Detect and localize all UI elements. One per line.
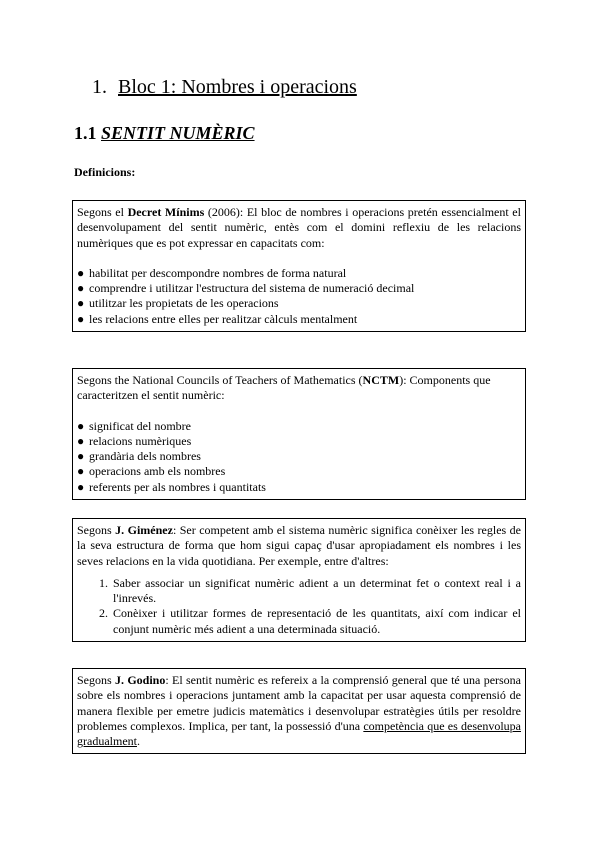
bullet-icon: ● [77, 311, 85, 326]
bullet-icon: ● [77, 449, 85, 464]
definition-paragraph: Segons J. Godino: El sentit numèric es refereix a la comprensió general que té una persona sobre els nombres i operacions juntament amb la capacitat per usar aquesta comprensió de manera flexible per emetre judicis matemàtics i desenvolupar estratègies útils per resoldre problemes complexos. Implica, per tant, la possessió d'una competència que es desenvolupa gradualment. [77, 673, 522, 749]
list-item: ● habilitat per descompondre nombres de forma natural [77, 265, 347, 280]
list-item: ● utilitzar les propietats de les operacions [77, 296, 279, 311]
definition-box-gimenez [72, 518, 526, 642]
definition-box-decret-minims [72, 200, 526, 332]
list-item: ● operacions amb els nombres [77, 464, 226, 479]
subsection-title: SENTIT NUMÈRIC [101, 123, 255, 143]
section-heading [92, 74, 357, 100]
source-name: J. Giménez [115, 523, 173, 537]
section-title: Bloc 1: Nombres i operacions [118, 76, 357, 98]
list-item: ● grandària dels nombres [77, 449, 201, 464]
underlined-phrase: competència que es desenvolupa gradualment [77, 718, 521, 749]
definition-paragraph: Segons the National Councils of Teachers of Mathematics (NCTM): Components que caracteritzen el sentit numèric: [77, 373, 491, 403]
bullet-icon: ● [77, 464, 85, 479]
source-name: Decret Mínims [127, 205, 205, 219]
bullet-icon: ● [77, 265, 85, 280]
examples-list [77, 576, 521, 637]
list-item: 1. Saber associar un significat numèric adient a un determinat fet o context real i a l'inrevés. [111, 576, 521, 607]
list-item: ● referents per als nombres i quantitats [77, 479, 266, 494]
list-item: ● comprendre i utilitzar l'estructura del sistema de numeració decimal [77, 281, 415, 296]
list-item: 2. Conèixer i utilitzar formes de representació de les quantitats, així com indicar el conjunt numèric més adient a una determinada situació. [111, 606, 521, 637]
components-list [77, 419, 521, 495]
subsection-number: 1.1 [74, 123, 97, 143]
list-item: ● les relacions entre elles per realitzar càlculs mentalment [77, 311, 358, 326]
bullet-icon: ● [77, 281, 85, 296]
bullet-icon: ● [77, 418, 85, 433]
bullet-icon: ● [77, 296, 85, 311]
definition-box-nctm [72, 368, 526, 500]
list-item: ● relacions numèriques [77, 433, 192, 448]
definition-box-godino [72, 668, 526, 754]
section-number: 1. [92, 76, 107, 98]
definition-paragraph: Segons el Decret Mínims (2006): El bloc de nombres i operacions pretén essencialment el desenvolupament del sentit numèric, entès com el domini reflexiu de les relacions numèriques que es pot expressar en capacitats com: [77, 205, 521, 250]
definitions-label: Definicions: [74, 165, 136, 179]
bullet-icon: ● [77, 433, 85, 448]
source-name: NCTM [362, 373, 400, 387]
capacities-list [77, 266, 521, 327]
subsection-heading [74, 122, 255, 144]
list-item: ● significat del nombre [77, 418, 191, 433]
source-name: J. Godino [115, 673, 166, 687]
definition-paragraph: Segons J. Giménez: Ser competent amb el sistema numèric significa conèixer les regles de la seva estructura de forma que hom sigui capaç d'usar apropiadament els nombres i les seves relacions en la vida quotidiana. Per exemple, entre d'altres: [77, 523, 521, 568]
bullet-icon: ● [77, 479, 85, 494]
